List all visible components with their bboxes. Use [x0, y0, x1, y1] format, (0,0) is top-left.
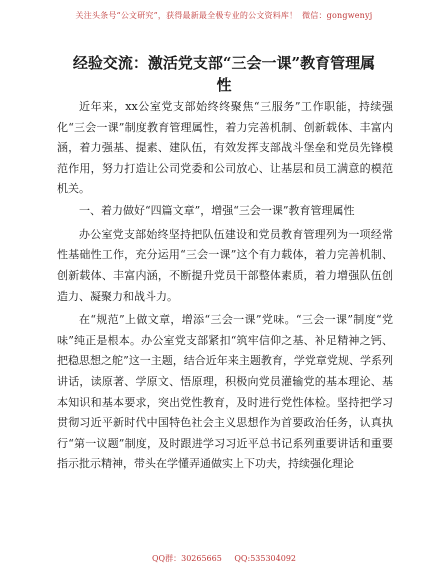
document-body [57, 97, 393, 475]
banner-wechat: 微信：gongwenyj [302, 11, 373, 20]
header-banner [0, 10, 448, 21]
paragraph: 在“规范”上做文章，增添“三会一课”党味。“三会一课”制度“党味”纯正是根本。办公室党支部紧扣“筑牢信仰之基、补足精神之钙、把稳思想之舵”这一主题，结合近年来主题教育，学党章党规、学系列讲话，读原著、学原文、悟原理，积极向党员灌输党的基本理论、基本知识和基本要求，突出党性教育，及时进行党性体检。坚持把学习贯彻习近平新时代中国特色社会主义思想作为首要政治任务，认真执行“第一议题”制度，及时跟进学习习近平总书记系列重要讲话和重要指示批示精神，带头在学懂弄通做实上下功夫，持续强化理论 [57, 313, 393, 471]
footer [0, 553, 448, 564]
paragraph-intro: 近年来，xx公室党支部始终终聚焦“三服务”工作职能，持续强化“三会一课”制度教育管理属性，着力完善机制、创新载体、丰富内涵，着力强基、提素、建队伍，有效发挥支部战斗堡垒和党员先锋模范作用，努力打造让公司党委和公司放心、让基层和员工满意的模范机关。 [57, 100, 393, 196]
footer-qq-group: QQ群：30265665 [151, 554, 222, 563]
banner-text: 关注头条号“公文研究”，获得最新最全极专业的公文资料库！ [75, 11, 298, 20]
section-heading-1: 一、着力做好“四篇文章”，增强“三会一课”教育管理属性 [79, 204, 355, 218]
paragraph: 办公室党支部始终坚持把队伍建设和党员教育管理列为一项经常性基础性工作，充分运用“三会一课”这个有力载体，着力完善机制、创新载体、丰富内涵，不断提升党员干部整体素质，着力增强队伍创造力、凝聚力和战斗力。 [57, 227, 393, 303]
document-title: 经验交流：激活党支部“三会一课”教育管理属性 [72, 54, 376, 94]
footer-qq: QQ:535304092 [234, 554, 296, 563]
